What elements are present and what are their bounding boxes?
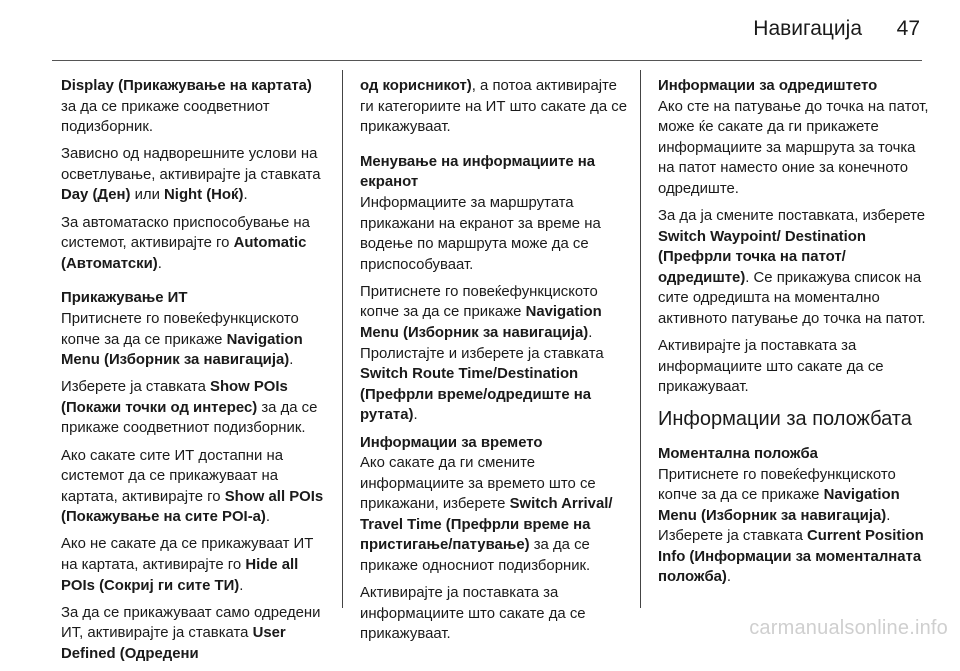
- text: или: [130, 187, 165, 204]
- text: Притиснете го повеќефункциското копче за да се прикаже: [658, 466, 896, 504]
- text: За да се прикажуваат само одредени ИТ, активирајте ја ставката: [61, 604, 321, 642]
- header-divider: [52, 60, 922, 61]
- term: Night (Ноќ): [164, 187, 244, 204]
- paragraph: [360, 76, 632, 138]
- term: Hide all POIs (Сокриј ги сите ТИ): [61, 556, 299, 594]
- text: . Се прикажува список на сите одредишта на моментално активното патување до точка на патот.: [658, 269, 926, 328]
- page-number: 47: [896, 17, 920, 40]
- section-heading: Информации за одредиштето: [658, 78, 878, 94]
- text: , а потоа активирајте ги категориите на ИТ што сакате да се прикажуваат.: [360, 78, 628, 136]
- paragraph: [61, 213, 333, 275]
- term: Switch Waypoint/ Destination (Префрли точка на патот/одредиште): [658, 228, 866, 286]
- section-title: Информации за положбата: [658, 407, 912, 430]
- column-1: [61, 76, 333, 671]
- term: Navigation Menu (Изборник за навигација): [61, 331, 303, 369]
- term: Current Position Info (Информации за моменталната положба): [658, 528, 924, 586]
- page-header: [0, 0, 960, 62]
- section-heading: Моментална положба: [658, 445, 818, 462]
- text: Изберете ја ставката: [61, 379, 211, 396]
- paragraph: [61, 603, 333, 665]
- column-2: [360, 76, 632, 651]
- text: .: [413, 407, 418, 424]
- section-heading: Прикажување ИТ: [61, 290, 188, 307]
- text: за да се прикаже односниот подизборник.: [360, 537, 591, 575]
- text: .: [243, 187, 248, 204]
- text: За автоматаско приспособување на системот, активирајте го: [61, 214, 310, 252]
- paragraph: Активирајте ја поставката за информациите што сакате да се прикажуваат.: [360, 585, 586, 643]
- term: Display (Прикажување на картата): [61, 78, 312, 94]
- text: Зависно од надворешните услови на осветлување, активирајте ја ставката: [61, 146, 321, 183]
- term: User Defined (Одредени: [61, 625, 286, 662]
- text: .: [289, 352, 294, 369]
- text: . Изберете ја ставката: [658, 507, 891, 545]
- paragraph: [658, 206, 930, 330]
- text: .: [726, 569, 732, 586]
- text: За да ја смените поставката, изберете: [658, 208, 926, 225]
- text: Притиснете го повеќефункциското копче за да се прикаже: [360, 283, 598, 321]
- paragraph: [61, 288, 333, 370]
- column-divider: [342, 70, 343, 608]
- term: Show POIs (Покажи точки од интерес): [61, 379, 288, 416]
- paragraph: [61, 377, 333, 439]
- text: Информациите за маршрутата прикажани на екранот за време на водење по маршрута може да се приспособуваат.: [360, 194, 601, 273]
- term: Switch Route Time/Destination (Префрли време/одредиште на рутата): [360, 366, 592, 424]
- paragraph: [61, 534, 333, 596]
- text: .: [157, 255, 162, 272]
- text: Ако не сакате да се прикажуваат ИТ на картата, активирајте го: [61, 536, 314, 573]
- paragraph: [61, 144, 333, 206]
- watermark: carmanualsonline.info: [749, 617, 948, 639]
- term: Show all POIs (Покажување на сите POI-a): [61, 488, 324, 526]
- text: Ако сте на патување до точка на патот, може ќе сакате да ги прикажете информациите за маршрута за точка на патот наместо оние за конечното одредиште.: [658, 98, 929, 197]
- paragraph: [360, 433, 632, 577]
- section-heading: Информации за времето: [360, 434, 543, 451]
- chapter-title: Навигација: [753, 17, 862, 40]
- term: Switch Arrival/ Travel Time (Префрли време на пристигање/патување): [360, 496, 613, 554]
- term: Automatic (Автоматски): [61, 235, 307, 272]
- column-3: [658, 76, 930, 595]
- paragraph: [658, 76, 930, 200]
- column-divider: [640, 70, 641, 608]
- paragraph: [61, 446, 333, 528]
- term: Navigation Menu (Изборник за навигација): [360, 304, 602, 342]
- paragraph: Активирајте ја поставката за информациите што сакате да се прикажуваат.: [658, 338, 884, 396]
- text: .: [239, 577, 244, 594]
- text: за да се прикаже соодветниот подизборник.: [61, 399, 318, 437]
- term: од корисникот): [360, 78, 472, 94]
- text: за да се прикаже соодветниот подизборник.: [61, 98, 270, 136]
- section-heading: Менување на информациите на екранот: [360, 153, 596, 191]
- text: .: [265, 509, 271, 526]
- text: Ако сакате да ги смените информациите за времето што се прикажани, изберете: [360, 455, 596, 513]
- paragraph: [658, 444, 930, 588]
- text: . Пролистајте и изберете ја ставката: [360, 325, 604, 362]
- term: Navigation Menu (Изборник за навигација): [658, 487, 900, 524]
- term: Day (Ден): [61, 187, 131, 204]
- paragraph: [360, 152, 632, 276]
- paragraph: [360, 282, 632, 426]
- paragraph: [61, 76, 333, 138]
- text: Притиснете го повеќефункциското копче за да се прикаже: [61, 310, 299, 348]
- text: Ако сакате сите ИТ достапни на системот да се прикажуваат на картата, активирајте го: [61, 447, 283, 505]
